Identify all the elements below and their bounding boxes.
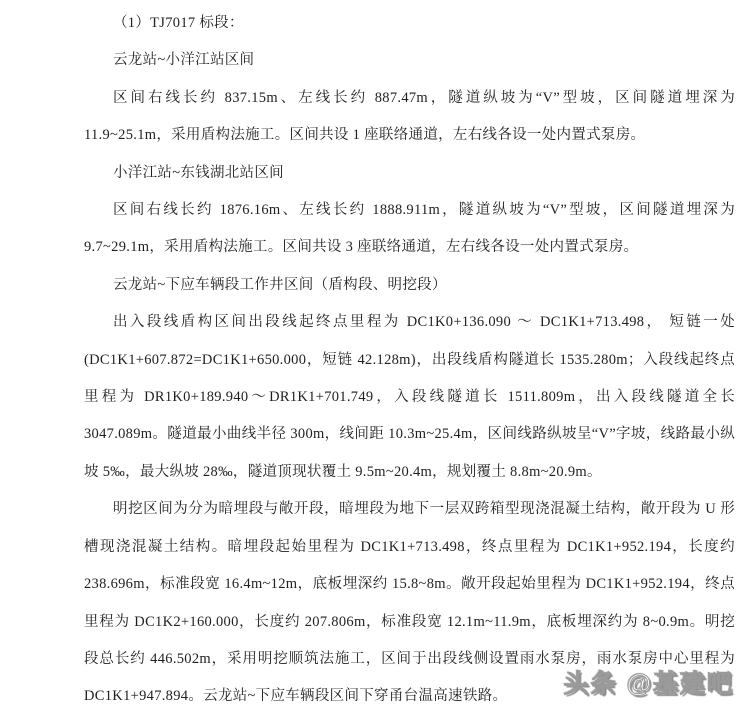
paragraph-7: 出入段线盾构区间出段线起终点里程为 DC1K0+136.090 ～ DC1K1+713.498， 短链一处 (DC1K1+607.872=DC1K1+650.000，短链 42.128m)，出段线盾构隧道长 1535.280m；入段线起终点里程为 DR1K0+189.940～DR1K1+701.749，入段线隧道长 1511.809m，出入段线隧道全长 3047.089m。隧道最小曲线半径 300m，线间距 10.3m~25.4m，区间线路纵坡呈“V”字坡，线路最小纵坡 5‰，最大纵坡 28‰，隧道顶现状覆土 9.5m~20.4m，规划覆土 8.8m~20.9m。 xyxy=(84,314,735,480)
paragraph-3: 区间右线长约 837.15m、左线长约 887.47m，隧道纵坡为“V”型坡，区间隧道埋深为 11.9~25.1m，采用盾构法施工。区间共设 1 座联络通道，左右线各设一处内置式泵房。 xyxy=(84,89,735,144)
paragraph-5: 区间右线长约 1876.16m、左线长约 1888.911m，隧道纵坡为“V”型坡，区间隧道埋深为 9.7~29.1m，采用盾构法施工。区间共设 3 座联络通道，左右线各设一处内置式泵房。 xyxy=(84,202,735,256)
paragraph-1: （1）TJ7017 标段： xyxy=(113,15,244,31)
watermark-toutiao-jijianba: 头条 @基建吧 xyxy=(563,670,734,698)
paragraph-8: 明挖区间为分为暗埋段与敞开段，暗埋段为地下一层双跨箱型现浇混凝土结构，敞开段为 U 形槽现浇混凝土结构。暗埋段起始里程为 DC1K1+713.498，终点里程为 DC1K1+952.194，长度约 238.696m，标准段宽 16.4m~12m，底板埋深约 15.8~8m。敞开段起始里程为 DC1K1+952.194，终点里程为 DC1K2+160.000，长度约 207.806m，标准段宽 12.1m~11.9m，底板埋深约为 8~0.9m。明挖段总长约 446.502m，采用明挖顺筑法施工，区间于出段线侧设置雨水泵房，雨水泵房中心里程为 DC1K1+947.894。云龙站~下应车辆段区间下穿甬台温高速铁路。 xyxy=(84,501,735,705)
paragraph-6: 云龙站~下应车辆段工作井区间（盾构段、明挖段） xyxy=(113,276,447,293)
paragraph-4: 小洋江站~东钱湖北站区间 xyxy=(113,164,284,181)
paragraph-2: 云龙站~小洋江站区间 xyxy=(113,52,255,69)
